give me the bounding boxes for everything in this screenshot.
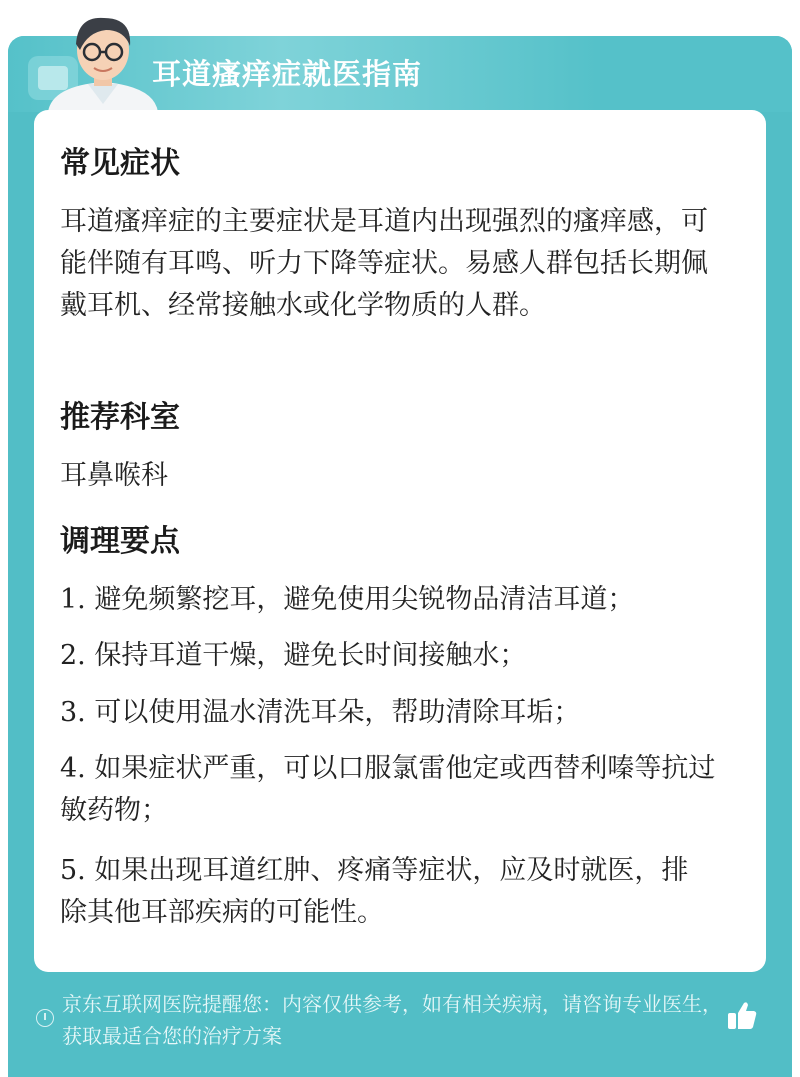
list-item-text: 如果出现耳道红肿、疼痛等症状，应及时就医，排除其他耳部疾病的可能性。 [60,855,689,928]
section-title-care: 调理要点 [60,524,180,559]
list-item [60,850,700,934]
list-item-text: 可以使用温水清洗耳朵，帮助清除耳垢； [94,697,581,728]
thumbs-up-icon[interactable] [722,995,762,1035]
list-item-text: 如果症状严重，可以口服氯雷他定或西替利嗪等抗过敏药物； [60,753,716,826]
footer-disclaimer: 京东互联网医院提醒您：内容仅供参考，如有相关疾病，请咨询专业医生，获取最适合您的治疗方案 [62,992,722,1048]
section-title-symptoms: 常见症状 [60,146,180,181]
list-item [60,692,740,734]
list-item [60,748,740,832]
page-title: 耳道瘙痒症就医指南 [152,57,423,91]
list-item-number: 4. [60,753,86,784]
list-item-number: 5. [60,855,86,886]
list-item-text: 避免频繁挖耳，避免使用尖锐物品清洁耳道； [94,584,635,615]
list-item-number: 2. [60,640,86,671]
list-item-number: 1. [60,584,86,615]
list-item-text: 保持耳道干燥，避免长时间接触水； [94,640,527,671]
symptoms-text: 耳道瘙痒症的主要症状是耳道内出现强烈的瘙痒感，可能伴随有耳鸣、听力下降等症状。易感人群包括长期佩戴耳机、经常接触水或化学物质的人群。 [60,206,708,321]
list-item [60,579,740,621]
list-item-number: 3. [60,697,86,728]
department-text: 耳鼻喉科 [60,460,168,491]
list-item [60,635,740,677]
section-title-department: 推荐科室 [60,400,180,435]
info-icon [36,1009,54,1027]
